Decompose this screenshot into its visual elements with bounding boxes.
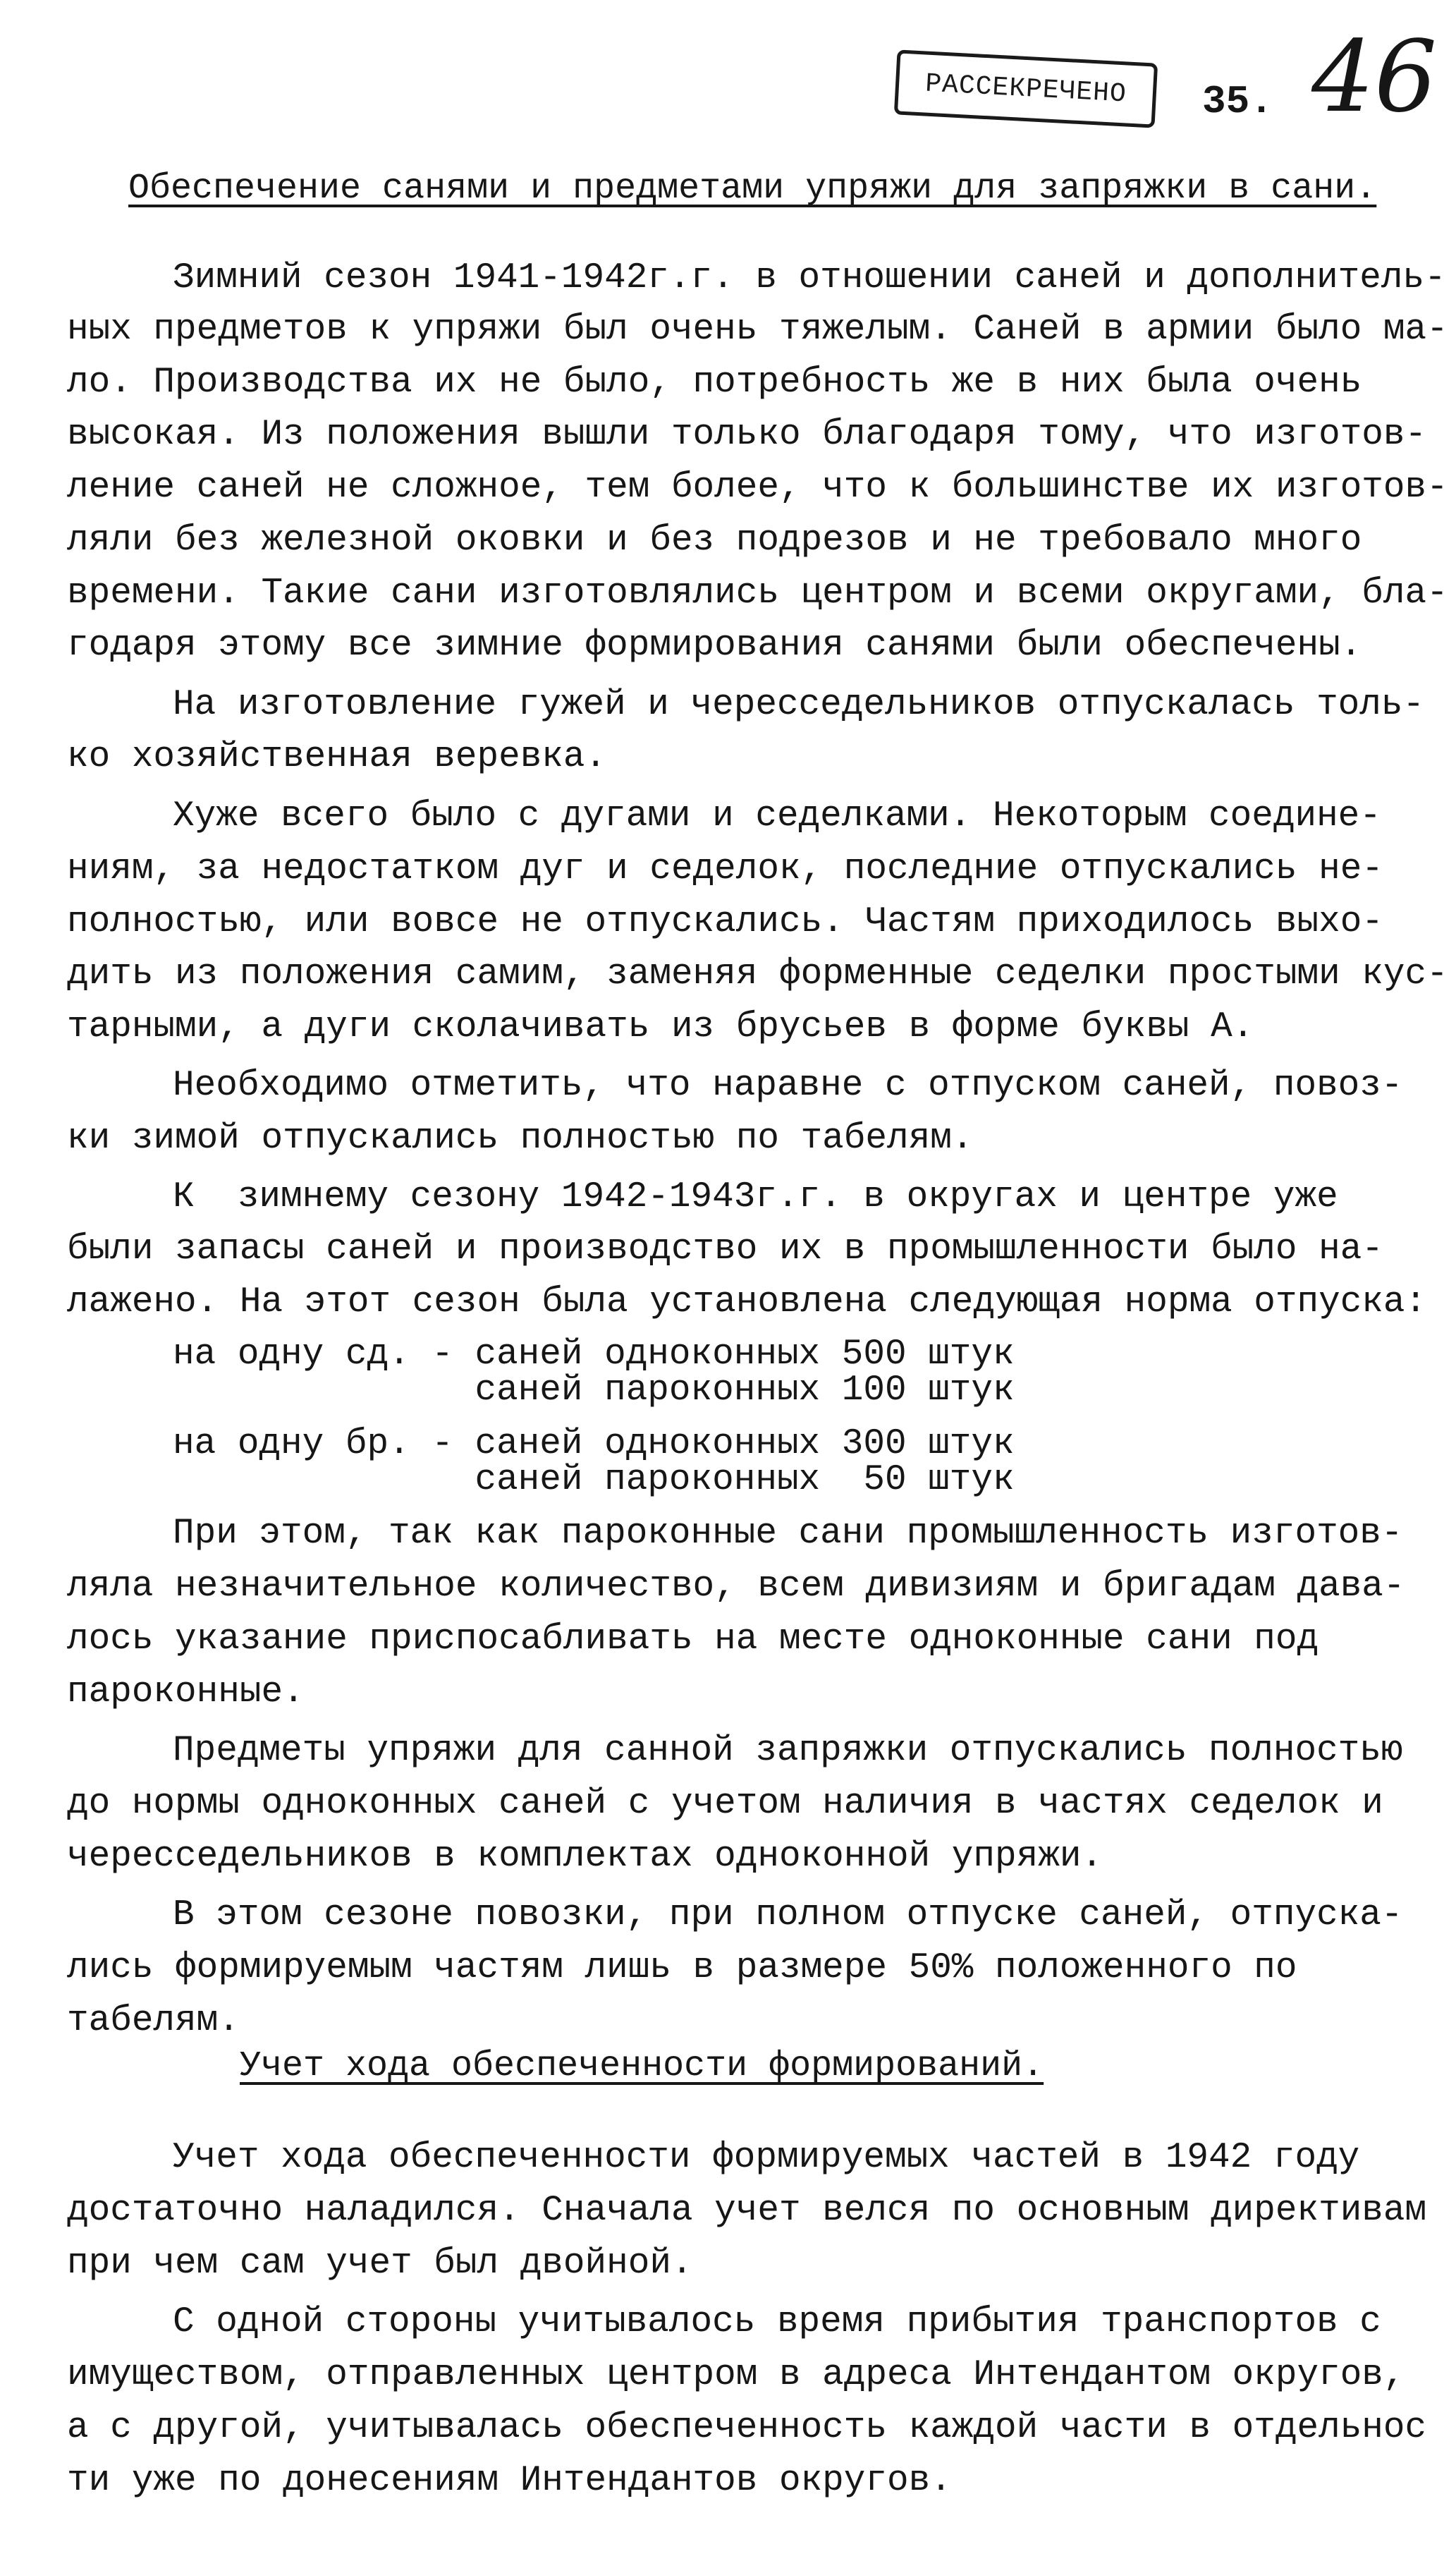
text-line: чересседельников в комплектах одноконной упряжи. xyxy=(67,1837,1103,1877)
norm-line: саней пароконных 100 штук xyxy=(173,1370,1015,1411)
text-line: ление саней не сложное, тем более, что к большинстве их изготов- xyxy=(67,468,1448,508)
text-line: ло. Производства их не было, потребность же в них была очень xyxy=(67,363,1362,403)
text-line: Хуже всего было с дугами и седелками. Некоторым соедине- xyxy=(173,796,1381,837)
text-line: лось указание приспосабливать на месте одноконные сани под xyxy=(67,1619,1319,1660)
text-line: дить из положения самим, заменяя форменные седелки простыми кус- xyxy=(67,954,1448,994)
section-title-sleds: Обеспечение санями и предметами упряжи для запряжки в сани. xyxy=(128,169,1377,209)
text-line: Необходимо отметить, что наравне с отпуском саней, повоз- xyxy=(173,1066,1403,1106)
text-line: ниям, за недостатком дуг и седелок, последние отпускались не- xyxy=(67,849,1383,889)
handwritten-page-number: 46 xyxy=(1311,20,1438,135)
page-number: 35. xyxy=(1202,79,1273,124)
text-line: времени. Такие сани изготовлялись центром и всеми округами, бла- xyxy=(67,573,1448,614)
text-line: высокая. Из положения вышли только благодаря тому, что изготов- xyxy=(67,415,1427,455)
declassified-stamp xyxy=(894,49,1158,128)
text-line: табелям. xyxy=(67,2001,240,2041)
text-line: ных предметов к упряжи был очень тяжелым. Саней в армии было ма- xyxy=(67,310,1448,350)
section-title-accounting: Учет хода обеспеченности формирований. xyxy=(240,2046,1044,2086)
text-line: полностью, или вовсе не отпускались. Частям приходилось выхо- xyxy=(67,902,1383,942)
text-line: до нормы одноконных саней с учетом наличия в частях седелок и xyxy=(67,1784,1383,1824)
text-line: Предметы упряжи для санной запряжки отпускались полностью xyxy=(173,1731,1403,1771)
text-line: тарными, а дуги сколачивать из брусьев в форме буквы А. xyxy=(67,1007,1254,1047)
text-line: ляла незначительное количество, всем дивизиям и бригадам дава- xyxy=(67,1566,1405,1607)
norm-line: на одну бр. - саней одноконных 300 штук xyxy=(173,1424,1015,1464)
text-line: ко хозяйственная веревка. xyxy=(67,737,607,777)
text-line: ляли без железной оковки и без подрезов и не требовало много xyxy=(67,521,1362,561)
text-line: Учет хода обеспеченности формируемых частей в 1942 году xyxy=(173,2138,1360,2178)
text-line: С одной стороны учитывалось время прибытия транспортов с xyxy=(173,2302,1381,2342)
text-line: лажено. На этот сезон была установлена следующая норма отпуска: xyxy=(67,1282,1427,1322)
text-line: имуществом, отправленных центром в адреса Интендантом округов, xyxy=(67,2355,1405,2395)
norm-line: саней пароконных 50 штук xyxy=(173,1460,1015,1500)
text-line: пароконные. xyxy=(67,1672,305,1712)
norm-line: на одну сд. - саней одноконных 500 штук xyxy=(173,1334,1015,1375)
text-line: а с другой, учитывалась обеспеченность каждой части в отдельнос xyxy=(67,2408,1427,2448)
text-line: При этом, так как пароконные сани промышленность изготов- xyxy=(173,1514,1403,1554)
text-line: Зимний сезон 1941-1942г.г. в отношении саней и дополнитель- xyxy=(173,258,1446,298)
text-line: ки зимой отпускались полностью по табелям. xyxy=(67,1119,974,1159)
text-line: годаря этому все зимние формирования санями были обеспечены. xyxy=(67,626,1362,666)
text-line: при чем сам учет был двойной. xyxy=(67,2244,693,2284)
text-line: достаточно наладился. Сначала учет велся по основным директивам xyxy=(67,2191,1427,2231)
text-line: ти уже по донесениям Интендантов округов. xyxy=(67,2461,952,2501)
text-line: На изготовление гужей и чересседельников отпускалась толь- xyxy=(173,685,1425,725)
text-line: В этом сезоне повозки, при полном отпуске саней, отпуска- xyxy=(173,1895,1403,1935)
text-line: К зимнему сезону 1942-1943г.г. в округах и центре уже xyxy=(173,1177,1338,1217)
text-line: были запасы саней и производство их в промышленности было на- xyxy=(67,1229,1383,1270)
stamp-text: РАССЕКРЕЧЕНО xyxy=(924,68,1127,109)
text-line: лись формируемым частям лишь в размере 50% положенного по xyxy=(67,1948,1297,1988)
